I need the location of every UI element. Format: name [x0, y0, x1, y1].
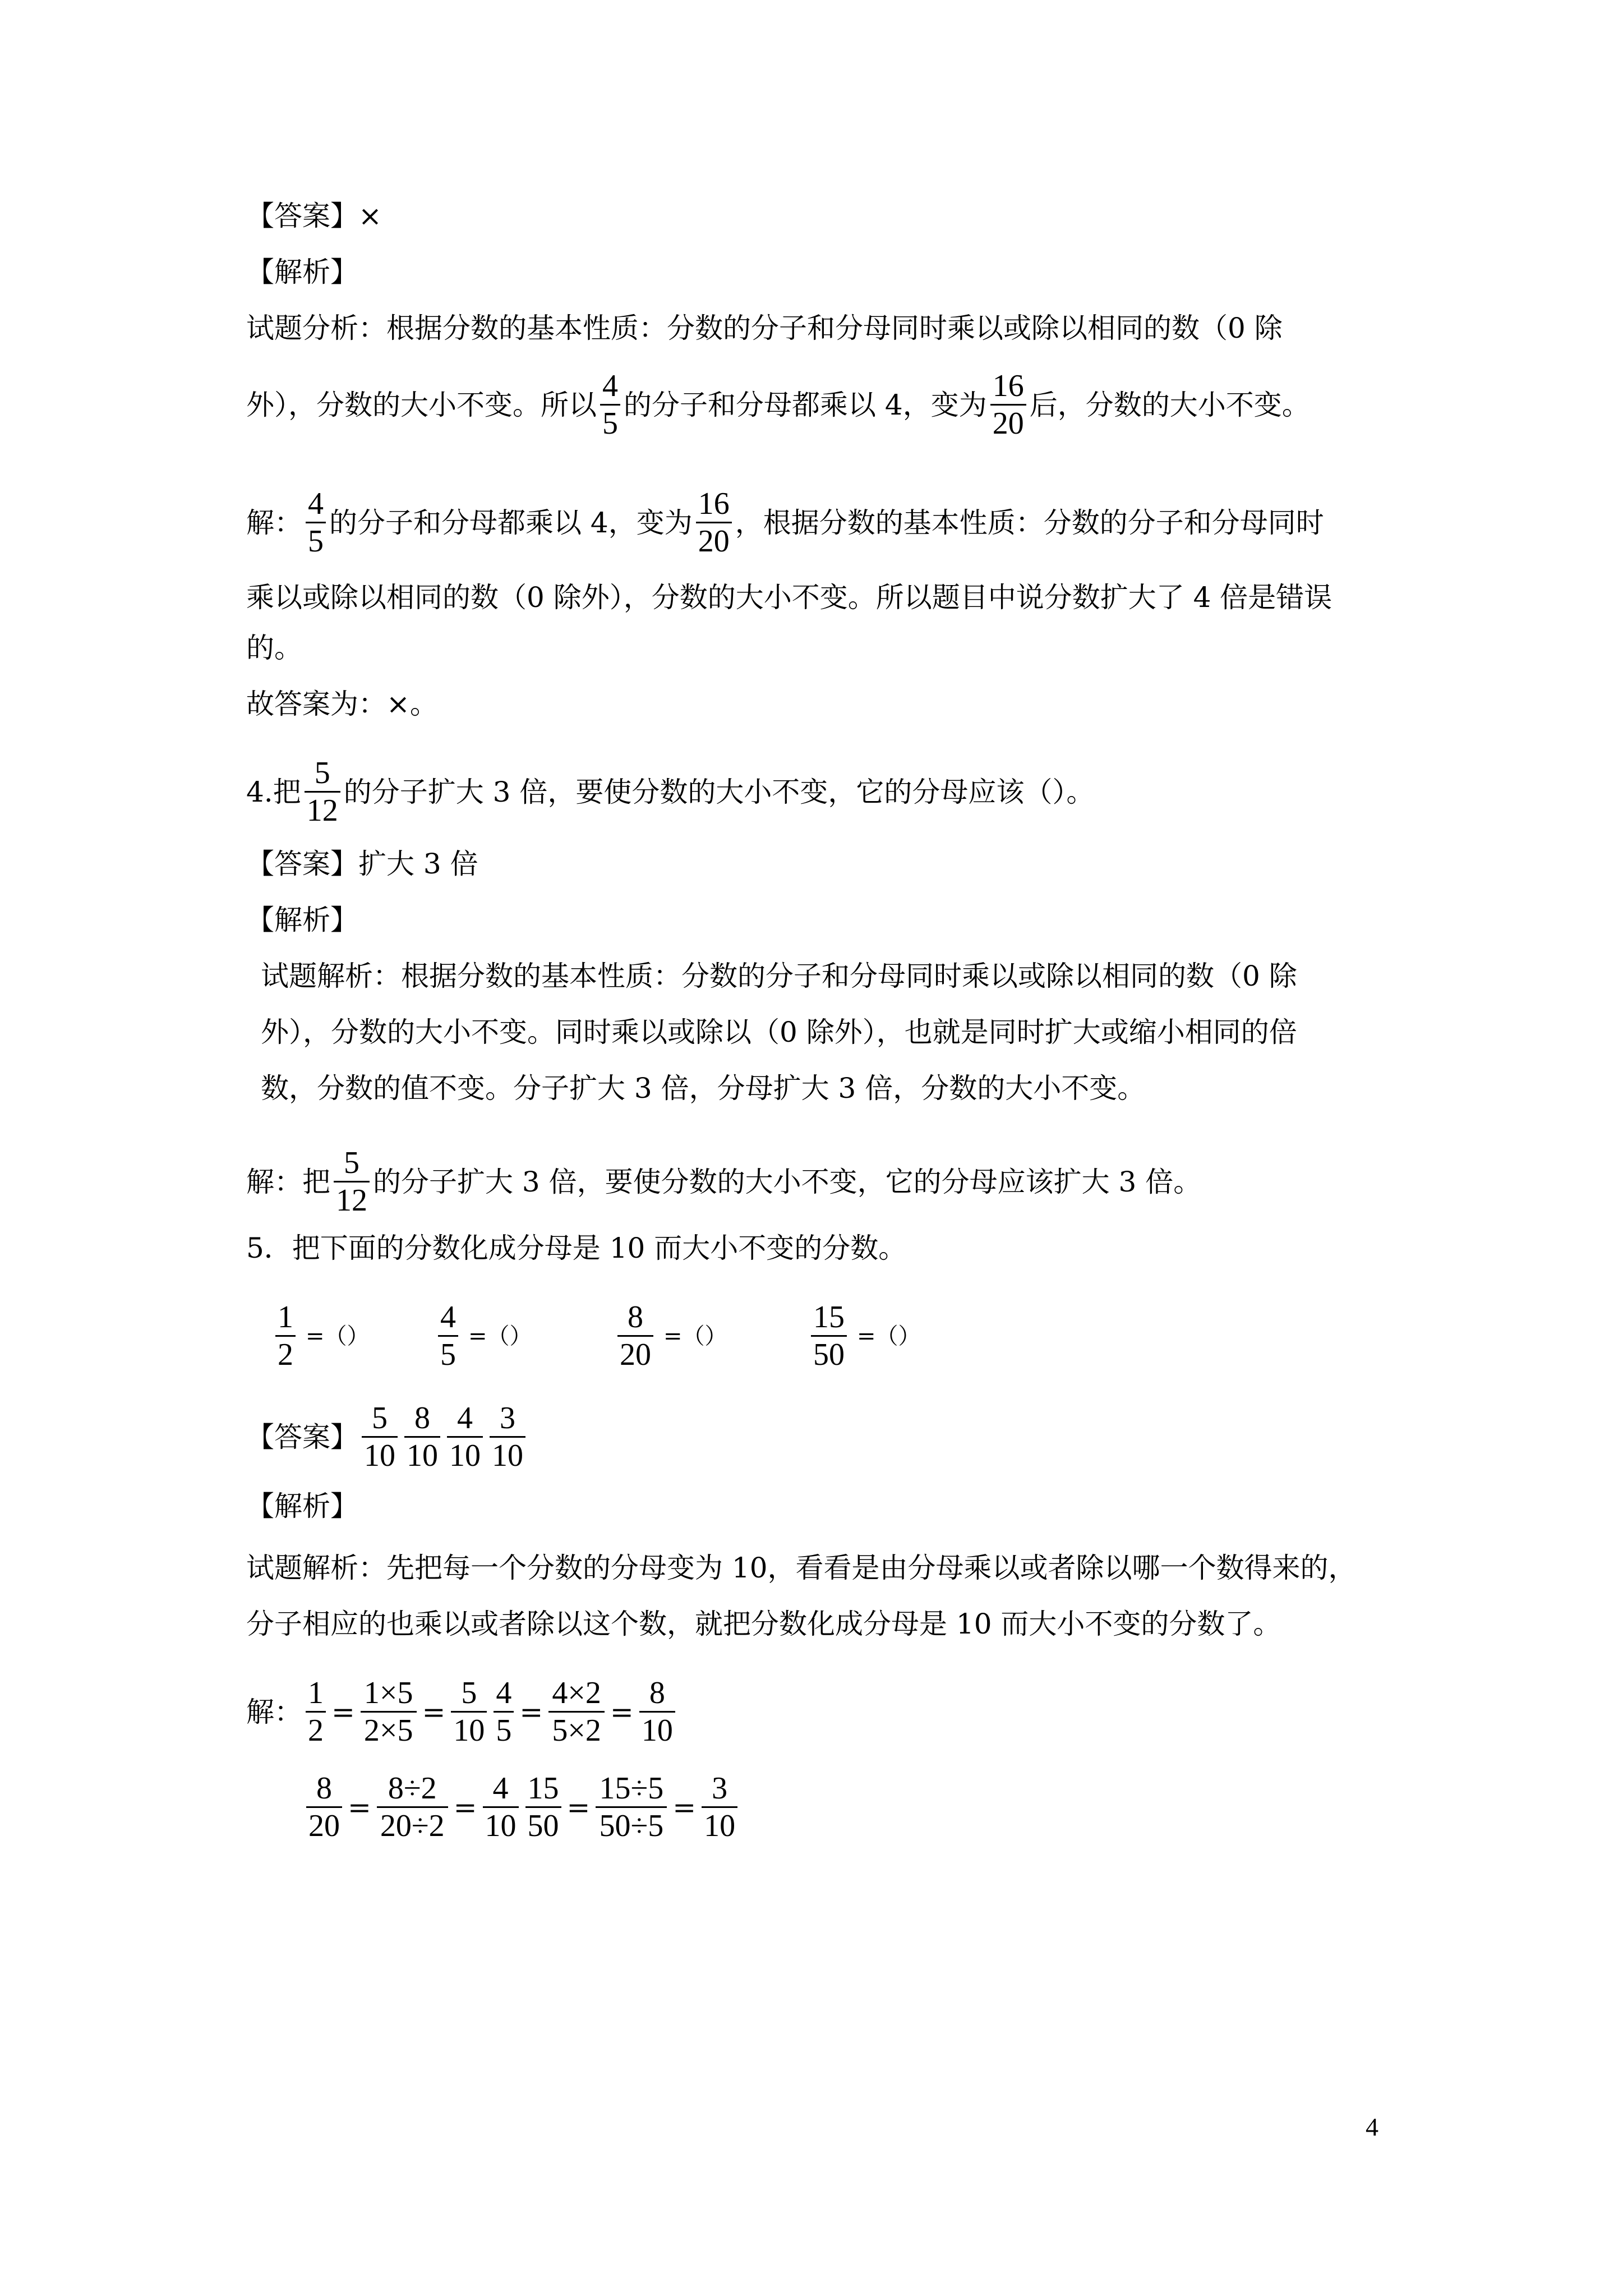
fraction	[548, 1677, 605, 1746]
equals-sign: =	[672, 1791, 697, 1824]
denominator: 2	[306, 1711, 326, 1746]
fraction	[639, 1677, 675, 1746]
numerator: 8	[316, 1771, 332, 1806]
denominator: 10	[639, 1711, 675, 1746]
fraction	[361, 1677, 417, 1746]
analysis-text: 外），分数的大小不变。同时乘以或除以（0 除外），也就是同时扩大或缩小相同的倍	[261, 1016, 1297, 1048]
denominator: 10	[447, 1436, 483, 1471]
q5-problem-3	[614, 1301, 733, 1370]
fraction	[483, 1773, 519, 1842]
question-5-stem	[246, 1228, 906, 1268]
equals-sign: =	[331, 1695, 355, 1728]
equals-sign: =	[566, 1791, 591, 1824]
question-text: 的分子扩大 3 倍，要使分数的大小不变，它的分母应该（）。	[343, 775, 1095, 808]
analysis-text: 试题解析：先把每一个分数的分母变为 10，看看是由分母乘以或者除以哪一个数得来的，	[246, 1552, 1357, 1584]
solution-text: 的分子扩大 3 倍，要使分数的大小不变，它的分母应该扩大 3 倍。	[373, 1165, 1202, 1198]
fraction	[447, 1402, 483, 1471]
fraction	[275, 1301, 296, 1370]
analysis-text-5-line1	[246, 1548, 1357, 1588]
analysis-text: 分子相应的也乘以或者除以这个数，就把分数化成分母是 10 而大小不变的分数了。	[246, 1608, 1281, 1640]
analysis-label-3	[246, 252, 358, 292]
answer-line-5	[246, 1402, 529, 1471]
denominator: 20	[306, 1806, 342, 1842]
denominator: 5	[494, 1711, 514, 1746]
fraction	[702, 1773, 737, 1842]
numerator: 1×5	[363, 1676, 413, 1710]
numerator: 1	[308, 1676, 324, 1710]
fraction	[811, 1301, 847, 1370]
denominator: 20	[696, 522, 732, 557]
analysis-text-3-line1	[246, 309, 1283, 348]
solution-3-line3	[246, 628, 302, 668]
q5-problem-4	[808, 1301, 926, 1370]
denominator: 10	[451, 1711, 487, 1746]
numerator: 3	[712, 1771, 728, 1806]
numerator: 5	[344, 1145, 359, 1180]
numerator: 4×2	[552, 1676, 601, 1710]
numerator: 4	[602, 369, 618, 403]
denominator: 10	[490, 1436, 525, 1471]
solution-3-line1	[246, 488, 1324, 557]
numerator: 1	[278, 1300, 293, 1335]
analysis-label-4	[246, 900, 358, 940]
numerator: 16	[698, 486, 730, 521]
solution-prefix: 解：	[246, 506, 302, 539]
denominator: 20÷2	[377, 1806, 448, 1842]
answer-text: 【答案】×	[246, 200, 382, 232]
fraction	[438, 1301, 458, 1370]
analysis-text-4-line2	[261, 1013, 1297, 1052]
answer-line-4	[246, 844, 478, 884]
denominator: 20	[617, 1335, 653, 1370]
denominator: 10	[362, 1436, 398, 1471]
final-answer-3	[246, 684, 438, 724]
denominator: 2	[275, 1335, 296, 1370]
numerator: 15	[813, 1300, 845, 1335]
denominator: 5×2	[548, 1711, 605, 1746]
fraction	[306, 1773, 342, 1842]
numerator: 5	[314, 756, 330, 790]
solution-text: 乘以或除以相同的数（0 除外），分数的大小不变。所以题目中说分数扩大了 4 倍是错误	[246, 581, 1332, 614]
question-text: 5．把下面的分数化成分母是 10 而大小不变的分数。	[246, 1232, 907, 1264]
fraction	[600, 370, 620, 439]
fraction	[362, 1402, 398, 1471]
equals-sign: =	[453, 1791, 477, 1824]
numerator: 16	[992, 369, 1024, 403]
fraction	[306, 1677, 326, 1746]
page-number: 4	[1366, 2113, 1378, 2141]
solution-text: ，根据分数的基本性质：分数的分子和分母同时	[735, 506, 1324, 539]
denominator: 50	[525, 1806, 561, 1842]
fraction	[990, 370, 1026, 439]
blank: =（）	[306, 1323, 370, 1349]
answer-label: 【答案】	[246, 1420, 358, 1453]
denominator: 5	[600, 404, 620, 439]
analysis-text: 的分子和分母都乘以 4，变为	[624, 388, 987, 421]
final-answer-text: 故答案为：×。	[246, 688, 438, 720]
analysis-label: 【解析】	[246, 1490, 358, 1522]
solution-prefix: 解：	[246, 1695, 302, 1728]
analysis-text: 试题解析：根据分数的基本性质：分数的分子和分母同时乘以或除以相同的数（0 除	[261, 960, 1297, 992]
denominator: 50÷5	[596, 1806, 667, 1842]
question-4-stem	[246, 757, 1094, 826]
denominator: 20	[990, 404, 1026, 439]
fraction	[334, 1147, 370, 1216]
fraction	[404, 1402, 440, 1471]
solution-3-line2	[246, 578, 1332, 617]
fraction	[617, 1301, 653, 1370]
solution-5-row1	[246, 1677, 679, 1746]
analysis-text-3-line2	[246, 370, 1310, 439]
analysis-label: 【解析】	[246, 904, 358, 936]
denominator: 12	[305, 791, 340, 826]
fraction	[696, 488, 732, 557]
answer-line-3	[246, 196, 382, 236]
denominator: 10	[404, 1436, 440, 1471]
analysis-text: 数，分数的值不变。分子扩大 3 倍，分母扩大 3 倍，分数的大小不变。	[261, 1072, 1146, 1105]
numerator: 8	[649, 1676, 665, 1710]
answer-text: 【答案】扩大 3 倍	[246, 848, 478, 880]
analysis-text: 外），分数的大小不变。所以	[246, 388, 597, 421]
numerator: 8	[414, 1401, 430, 1435]
equals-sign: =	[348, 1791, 371, 1824]
fraction	[377, 1773, 448, 1842]
numerator: 3	[500, 1401, 515, 1435]
fraction	[306, 488, 326, 557]
denominator: 5	[438, 1335, 458, 1370]
solution-5-row2	[303, 1773, 741, 1842]
equals-sign: =	[610, 1695, 634, 1728]
analysis-label: 【解析】	[246, 256, 358, 288]
numerator: 15	[527, 1771, 559, 1806]
numerator: 5	[461, 1676, 477, 1710]
analysis-text-5-line2	[246, 1604, 1281, 1644]
analysis-text: 后，分数的大小不变。	[1029, 388, 1310, 421]
fraction	[490, 1402, 525, 1471]
denominator: 50	[811, 1335, 847, 1370]
numerator: 4	[457, 1401, 473, 1435]
analysis-text-4-line1	[261, 956, 1297, 996]
numerator: 4	[308, 486, 324, 521]
denominator: 5	[306, 522, 326, 557]
q5-problem-1	[272, 1301, 375, 1370]
analysis-text-4-line3	[261, 1069, 1145, 1108]
denominator: 10	[483, 1806, 519, 1842]
fraction	[596, 1773, 667, 1842]
denominator: 10	[702, 1806, 737, 1842]
numerator: 4	[440, 1300, 456, 1335]
solution-4	[246, 1147, 1201, 1216]
solution-text: 的分子和分母都乘以 4，变为	[329, 506, 693, 539]
blank: =（）	[663, 1323, 727, 1349]
fraction	[525, 1773, 561, 1842]
blank: =（）	[468, 1323, 532, 1349]
fraction	[494, 1677, 514, 1746]
numerator: 5	[372, 1401, 388, 1435]
q5-problem-2	[435, 1301, 538, 1370]
fraction	[305, 757, 340, 826]
equals-sign: =	[422, 1695, 446, 1728]
solution-text: 的。	[246, 632, 302, 664]
numerator: 4	[496, 1676, 512, 1710]
numerator: 4	[492, 1771, 509, 1806]
analysis-text: 试题分析：根据分数的基本性质：分数的分子和分母同时乘以或除以相同的数（0 除	[246, 312, 1283, 344]
blank: =（）	[857, 1323, 921, 1349]
numerator: 8÷2	[388, 1771, 437, 1806]
analysis-label-5	[246, 1487, 358, 1526]
question-text: 4.把	[246, 775, 301, 808]
solution-text: 解：把	[246, 1165, 330, 1198]
denominator: 12	[334, 1181, 370, 1216]
numerator: 15÷5	[599, 1771, 664, 1806]
equals-sign: =	[519, 1695, 543, 1728]
fraction	[451, 1677, 487, 1746]
numerator: 8	[628, 1300, 643, 1335]
denominator: 2×5	[361, 1711, 417, 1746]
